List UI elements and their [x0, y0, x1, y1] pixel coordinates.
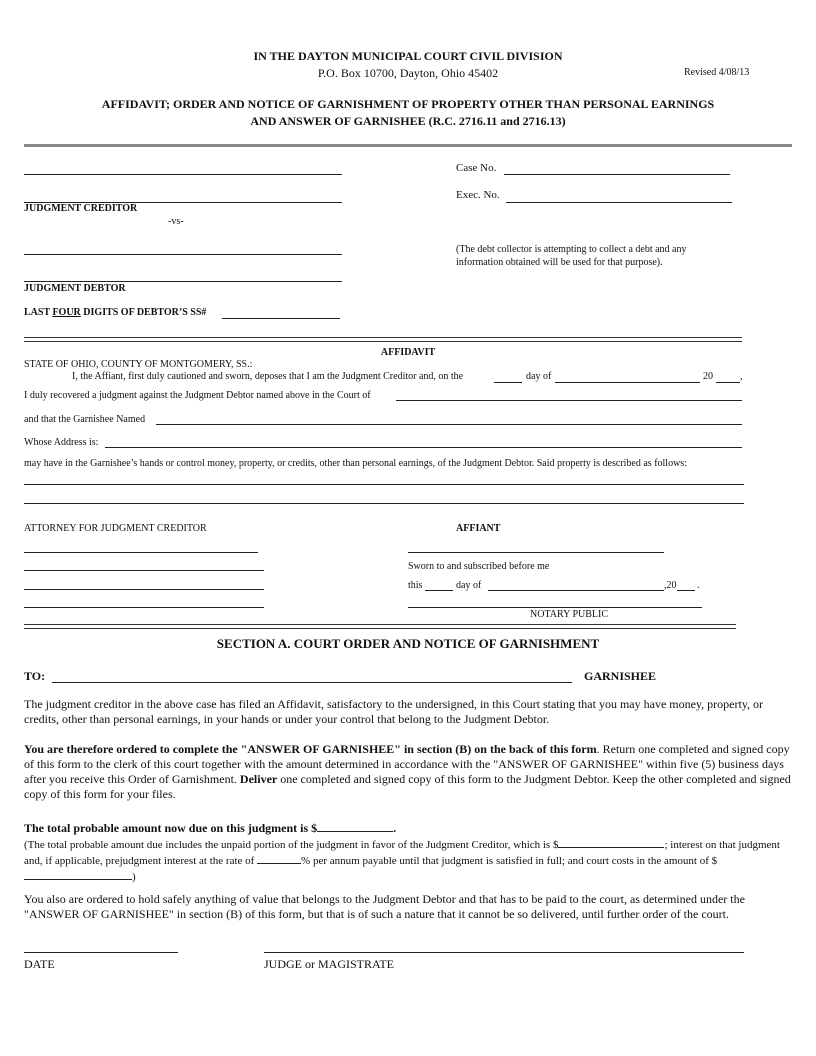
judge-signature-line[interactable]: [264, 952, 744, 953]
judgment-debtor-line2[interactable]: [24, 281, 342, 282]
day-of-label: day of: [526, 371, 552, 382]
sworn-text: Sworn to and subscribed before me: [408, 561, 550, 572]
total-amount-note: (The total probable amount due includes the unpaid portion of the judgment in favor of the Judgment Creditor, which is $ ; interest on that judgment and, if applicable, prejudgment interest at the rate of % per annum payable until that judgment is satisfied in full; and court costs in the amount of $): [24, 836, 792, 884]
debtor-ss-label: LAST FOUR DIGITS OF DEBTOR’S SS#: [24, 307, 207, 318]
total-probable-amount-label: The total probable amount now due on this judgment is $ .: [24, 821, 397, 835]
to-label: TO:: [24, 669, 46, 683]
attorney-label: ATTORNEY FOR JUDGMENT CREDITOR: [24, 523, 207, 534]
property-description-line2[interactable]: [24, 503, 744, 504]
attorney-line1[interactable]: [24, 552, 258, 553]
garnishee-to-input[interactable]: [52, 682, 572, 683]
total-amount-input[interactable]: [317, 820, 393, 832]
case-no-input[interactable]: [504, 174, 730, 175]
judgment-debtor-label: JUDGMENT DEBTOR: [24, 283, 126, 294]
affiant-label: AFFIANT: [456, 523, 501, 534]
garnishee-address-input[interactable]: [105, 447, 742, 448]
judge-label: JUDGE or MAGISTRATE: [264, 957, 394, 971]
order-paragraph: You are therefore ordered to complete the "ANSWER OF GARNISHEE" in section (B) on the back of this form. Return one completed and signed copy of this form to the clerk of this court together with the amount determined in accordance with the "ANSWER OF GARNISHEE" within five (5) business days after you receive this Order of Garnishment. Deliver one completed and signed copy of this form to the Judgment Debtor. Keep the other completed and signed copy of this form for your files.: [24, 742, 791, 801]
sworn-year-input[interactable]: [677, 590, 695, 591]
court-address: P.O. Box 10700, Dayton, Ohio 45402: [317, 66, 499, 80]
attorney-line3[interactable]: [24, 589, 264, 590]
exec-no-label: Exec. No.: [456, 189, 500, 201]
sworn-period: .: [697, 580, 700, 591]
exec-no-input[interactable]: [506, 202, 732, 203]
section-a-heading: SECTION A. COURT ORDER AND NOTICE OF GARNISHMENT: [216, 636, 600, 651]
judgment-creditor-label: JUDGMENT CREDITOR: [24, 203, 138, 214]
judgment-creditor-line1[interactable]: [24, 174, 342, 175]
sworn-day-input[interactable]: [425, 590, 453, 591]
this-label: this: [408, 580, 423, 591]
affidavit-filed-paragraph: The judgment creditor in the above case has filed an Affidavit, satisfactory to the undersigned, in this Court stating that you may have money, property, or credits, other than personal earnings, in your hands or under your control that belong to the Judgment Debtor.: [24, 697, 764, 726]
notary-public-label: NOTARY PUBLIC: [530, 609, 609, 620]
unpaid-judgment-input[interactable]: [558, 836, 664, 848]
recovered-judgment-text: I duly recovered a judgment against the Judgment Debtor named above in the Court of: [24, 390, 371, 401]
property-description-text: may have in the Garnishee’s hands or control money, property, or credits, other than personal earnings, of the Judgment Debtor. Said property is described as follows:: [24, 458, 687, 469]
sworn-month-input[interactable]: [488, 590, 664, 591]
notary-signature-line[interactable]: [408, 607, 702, 608]
attorney-line2[interactable]: [24, 570, 264, 571]
vs-label: -vs-: [168, 216, 184, 227]
year-comma: ,: [740, 371, 743, 382]
debt-collector-notice: (The debt collector is attempting to collect a debt and any information obtained will be used for that purpose).: [456, 244, 687, 268]
section-a-divider: [24, 624, 736, 629]
case-no-label: Case No.: [456, 162, 497, 174]
affidavit-divider: [24, 337, 742, 342]
date-signature-line[interactable]: [24, 952, 178, 953]
garnishee-named-label: and that the Garnishee Named: [24, 414, 146, 425]
garnishee-name-input[interactable]: [156, 424, 742, 425]
day-of-label-sworn: day of: [456, 580, 482, 591]
form-title-line1: AFFIDAVIT; ORDER AND NOTICE OF GARNISHMENT OF PROPERTY OTHER THAN PERSONAL EARNINGS: [101, 97, 715, 111]
affidavit-year-input[interactable]: [716, 382, 740, 383]
property-description-line1[interactable]: [24, 484, 744, 485]
date-label: DATE: [24, 957, 55, 971]
court-of-input[interactable]: [396, 400, 742, 401]
interest-rate-input[interactable]: [257, 852, 301, 864]
affidavit-day-input[interactable]: [494, 382, 522, 383]
attorney-line4[interactable]: [24, 607, 264, 608]
court-title: IN THE DAYTON MUNICIPAL COURT CIVIL DIVISION: [253, 49, 563, 63]
judgment-debtor-line1[interactable]: [24, 254, 342, 255]
state-line: STATE OF OHIO, COUNTY OF MONTGOMERY, SS.:: [24, 359, 253, 370]
garnishee-label: GARNISHEE: [584, 669, 657, 683]
affiant-signature-line[interactable]: [408, 552, 664, 553]
affidavit-heading: AFFIDAVIT: [380, 347, 436, 358]
court-costs-input[interactable]: [24, 868, 132, 880]
affiant-statement: I, the Affiant, first duly cautioned and sworn, deposes that I am the Judgment Creditor and, on the: [72, 371, 464, 382]
year-prefix: 20: [703, 371, 713, 382]
whose-address-label: Whose Address is:: [24, 437, 99, 448]
affidavit-month-input[interactable]: [555, 382, 700, 383]
sworn-year-prefix: ,20: [664, 580, 677, 591]
form-title-line2: AND ANSWER OF GARNISHEE (R.C. 2716.11 and 2716.13): [250, 114, 566, 128]
revised-date: Revised 4/08/13: [684, 67, 750, 78]
debtor-ss-input[interactable]: [222, 318, 340, 319]
hold-safely-paragraph: You also are ordered to hold safely anything of value that belongs to the Judgment Debtor and that has to be paid to the court, as determined under the "ANSWER OF GARNISHEE" in section (B) of this form, but that is of such a nature that it cannot be so delivered, until further order of the court.: [24, 892, 745, 921]
header-rule: [24, 144, 792, 147]
